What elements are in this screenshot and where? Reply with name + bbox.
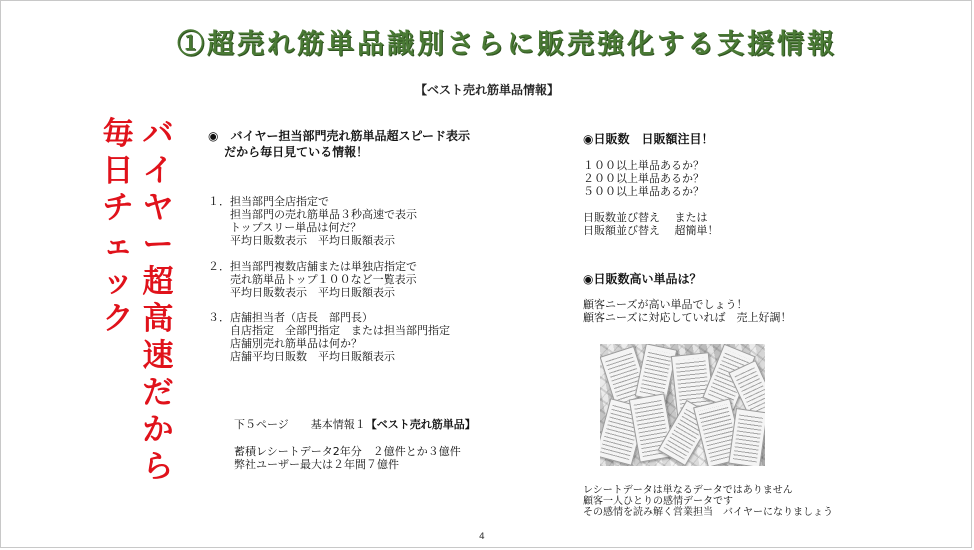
note-basic-info-bold: 【ベスト売れ筋単品】 (365, 418, 476, 431)
list-item-2: ２．担当部門複数店舗または単独店指定で 売れ筋単品トップ１００など一覧表示 平均日販数表示 平均日販額表示 (208, 260, 417, 299)
photo-caption: レシートデータは単なるデータではありません 顧客一人ひとりの感情データです その感情を読み解く営業担当 バイヤーになりましょう (583, 485, 833, 518)
note-receipt-data: 蓄積レシートデータ2年分 ２億件とか３億件 弊社ユーザー最大は２年間７億件 (234, 445, 461, 471)
receipts-photo (600, 344, 765, 466)
right-lines-customer-needs: 顧客ニーズが高い単品でしょう！ 顧客ニーズに対応していれば 売上好調！ (583, 298, 792, 324)
right-heading-high-sales: ◉日販数高い単品は？ (583, 272, 702, 286)
page-number: 4 (479, 532, 485, 542)
main-heading-line1: ◉ バイヤー担当部門売れ筋単品超スピード表示 (208, 129, 470, 143)
note-basic-info-prefix: 下５ページ 基本情報１ (234, 418, 366, 431)
right-lines-thresholds: １００以上単品あるか？ ２００以上単品あるか？ ５００以上単品あるか？ (583, 159, 704, 198)
vertical-text-daily-check: 毎 日 チ ェ ッ ク (102, 116, 134, 337)
right-lines-sorting: 日販数並び替え または 日販額並び替え 超簡単！ (583, 211, 719, 237)
main-heading-line2: だから毎日見ている情報！ (208, 145, 369, 159)
vertical-text-buyer-speed: バ イ ヤ ー 超 高 速 だ か ら (142, 116, 174, 485)
right-heading-daily-sales: ◉日販数 日販額注目！ (583, 132, 714, 146)
slide-subtitle: 【ベスト売れ筋単品情報】 (414, 83, 559, 97)
list-item-3: ３．店舗担当者（店長 部門長） 自店指定 全部門指定 または担当部門指定 店舗別売れ筋単品は何か？ 店舗平均日販数 平均日販額表示 (208, 311, 450, 363)
slide-title: ①超売れ筋単品識別さらに販売強化する支援情報 (177, 29, 837, 60)
list-item-1: １．担当部門全店指定で 担当部門の売れ筋単品３秒高速で表示 トップスリー単品は何だ？ 平均日販数表示 平均日販額表示 (208, 195, 417, 247)
note-basic-info (234, 418, 476, 431)
